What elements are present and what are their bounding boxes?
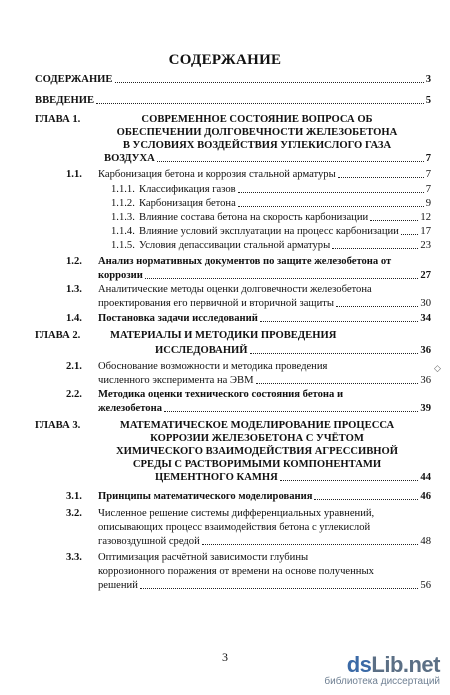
toc-entry-1-2-last-line[interactable]	[98, 270, 431, 282]
leader-dots	[370, 220, 418, 221]
toc-chapter-1-number: ГЛАВА 1.	[35, 114, 81, 125]
toc-page-number: 27	[420, 270, 431, 281]
toc-chapter-3-last-line[interactable]	[155, 472, 431, 484]
toc-entry-3-1[interactable]	[66, 491, 431, 503]
toc-chapter-1-line-3[interactable]: В УСЛОВИЯХ ВОЗДЕЙСТВИЯ УГЛЕКИСЛОГО ГАЗА	[122, 140, 392, 151]
toc-page-number: 3	[425, 74, 431, 85]
toc-page-number: 36	[420, 375, 431, 386]
toc-entry-text: Влияние состава бетона на скорость карбонизации	[139, 212, 369, 223]
toc-page-number: 7	[425, 153, 431, 164]
toc-entry-text: численного эксперимента на ЭВМ	[98, 375, 254, 386]
toc-chapter-3-line-3[interactable]: ХИМИЧЕСКОГО ВЗАИМОДЕЙСТВИЯ АГРЕССИВНОЙ	[115, 446, 399, 457]
leader-dots	[157, 161, 424, 162]
toc-entry-2-2-number: 2.2.	[66, 389, 82, 400]
toc-page-number: 12	[420, 212, 431, 223]
toc-entry-text: Постановка задачи исследований	[98, 313, 258, 324]
toc-entry-text: ИССЛЕДОВАНИЙ	[155, 345, 248, 356]
toc-entry-text: Условия депассивации стальной арматуры	[139, 240, 331, 251]
toc-chapter-3-line-2[interactable]: КОРРОЗИИ ЖЕЛЕЗОБЕТОНА С УЧЁТОМ	[150, 433, 364, 444]
leader-dots	[338, 177, 424, 178]
toc-entry-text: железобетона	[98, 403, 163, 414]
leader-dots	[145, 278, 419, 279]
toc-chapter-2-last-line[interactable]	[155, 345, 431, 357]
toc-entry-1-1-2[interactable]	[111, 198, 431, 210]
toc-entry-1-3-line-1[interactable]: Аналитические методы оценки долговечности железобетона	[98, 284, 372, 295]
toc-entry-3-2-line-1[interactable]: Численное решение системы дифференциальных уравнений,	[98, 508, 375, 519]
leader-dots	[238, 192, 424, 193]
margin-mark: ◇	[434, 363, 441, 373]
toc-entry-text: Карбонизация бетона	[139, 198, 236, 209]
toc-page-number: 44	[420, 472, 431, 483]
toc-chapter-3-line-4[interactable]: СРЕДЫ С РАСТВОРИМЫМИ КОМПОНЕНТАМИ	[132, 459, 382, 470]
toc-entry-3-3-last-line[interactable]	[98, 580, 431, 592]
toc-entry-2-2-last-line[interactable]	[98, 403, 431, 415]
toc-entry-1-1-1[interactable]	[111, 184, 431, 196]
leader-dots	[115, 82, 424, 83]
toc-entry-text: проектирования его первичной и вторичной защиты	[98, 298, 334, 309]
toc-entry-1-3-last-line[interactable]	[98, 298, 431, 310]
toc-entry-1-4[interactable]	[66, 313, 431, 325]
toc-entry-contents[interactable]	[35, 74, 431, 86]
leader-dots	[256, 383, 419, 384]
toc-entry-1-1-5[interactable]	[111, 240, 431, 252]
toc-entry-text: коррозии	[98, 270, 143, 281]
toc-chapter-2-number: ГЛАВА 2.	[35, 330, 81, 341]
leader-dots	[164, 411, 418, 412]
toc-entry-text: решений	[98, 580, 138, 591]
toc-entry-number: 1.1.3.	[111, 212, 135, 223]
toc-page-number: 9	[425, 198, 431, 209]
toc-entry-2-1-last-line[interactable]	[98, 375, 431, 387]
toc-entry-text: газовоздушной средой	[98, 536, 200, 547]
watermark-subtitle: библиотека диссертаций	[324, 676, 440, 687]
toc-entry-1-2-line-1[interactable]: Анализ нормативных документов по защите железобетона от	[98, 256, 392, 267]
leader-dots	[314, 499, 418, 500]
toc-entry-2-1-line-1[interactable]: Обоснование возможности и методика проведения	[98, 361, 328, 372]
toc-entry-1-2-number: 1.2.	[66, 256, 82, 267]
toc-page-number: 34	[420, 313, 431, 324]
toc-entry-2-2-line-1[interactable]: Методика оценки технического состояния бетона и	[98, 389, 344, 400]
toc-chapter-1-last-line[interactable]	[104, 153, 431, 165]
toc-chapter-3-number: ГЛАВА 3.	[35, 420, 81, 431]
toc-page-number: 7	[425, 184, 431, 195]
toc-page-number: 36	[420, 345, 431, 356]
toc-entry-3-3-number: 3.3.	[66, 552, 82, 563]
toc-page-number: 5	[425, 95, 431, 106]
toc-entry-1-1-4[interactable]	[111, 226, 431, 238]
toc-page-number: 39	[420, 403, 431, 414]
toc-entry-3-3-line-1[interactable]: Оптимизация расчётной зависимости глубины	[98, 552, 309, 563]
toc-entry-3-2-line-2[interactable]: описывающих процесс взаимодействия бетона с углекислой	[98, 522, 371, 533]
toc-page-number: 30	[420, 298, 431, 309]
toc-entry-1-1-3[interactable]	[111, 212, 431, 224]
toc-page-number: 17	[420, 226, 431, 237]
leader-dots	[202, 544, 419, 545]
toc-entry-number: 1.1.5.	[111, 240, 135, 251]
toc-entry-text: ВОЗДУХА	[104, 153, 155, 164]
toc-entry-number: 3.1.	[66, 491, 82, 502]
toc-entry-number: 1.1.1.	[111, 184, 135, 195]
toc-entry-number: 1.1.4.	[111, 226, 135, 237]
toc-page-number: 48	[420, 536, 431, 547]
toc-page-number: 23	[420, 240, 431, 251]
page-number: 3	[222, 650, 228, 664]
toc-entry-introduction[interactable]	[35, 95, 431, 107]
toc-entry-text: Принципы математического моделирования	[98, 491, 313, 502]
toc-entry-1-3-number: 1.3.	[66, 284, 82, 295]
leader-dots	[96, 103, 424, 104]
leader-dots	[238, 206, 424, 207]
leader-dots	[332, 248, 418, 249]
leader-dots	[280, 480, 419, 481]
toc-page-number: 46	[420, 491, 431, 502]
leader-dots	[140, 588, 419, 589]
toc-entry-1-1[interactable]	[66, 169, 431, 181]
toc-entry-3-2-number: 3.2.	[66, 508, 82, 519]
toc-entry-text: Карбонизация бетона и коррозия стальной арматуры	[98, 169, 336, 180]
toc-chapter-3-line-1[interactable]: МАТЕМАТИЧЕСКОЕ МОДЕЛИРОВАНИЕ ПРОЦЕССА	[119, 420, 395, 431]
leader-dots	[260, 321, 419, 322]
watermark-logo	[324, 652, 440, 687]
toc-page-number: 7	[425, 169, 431, 180]
toc-chapter-1-line-1[interactable]: СОВРЕМЕННОЕ СОСТОЯНИЕ ВОПРОСА ОБ	[141, 114, 373, 125]
toc-entry-text: Влияние условий эксплуатации на процесс карбонизации	[139, 226, 399, 237]
toc-entry-text: СОДЕРЖАНИЕ	[35, 74, 113, 85]
toc-entry-2-1-number: 2.1.	[66, 361, 82, 372]
leader-dots	[401, 234, 419, 235]
toc-entry-number: 1.1.	[66, 169, 82, 180]
toc-entry-number: 1.4.	[66, 313, 82, 324]
toc-entry-text: ЦЕМЕНТНОГО КАМНЯ	[155, 472, 278, 483]
toc-chapter-1-line-2[interactable]: ОБЕСПЕЧЕНИИ ДОЛГОВЕЧНОСТИ ЖЕЛЕЗОБЕТОНА	[116, 127, 398, 138]
watermark-brand: dsLib.net	[346, 652, 440, 677]
toc-entry-3-2-last-line[interactable]	[98, 536, 431, 548]
toc-entry-3-3-line-2[interactable]: коррозионного поражения от времени на основе полученных	[98, 566, 374, 577]
toc-entry-text: Классификация газов	[139, 184, 236, 195]
page-title: СОДЕРЖАНИЕ	[168, 52, 282, 68]
leader-dots	[250, 353, 419, 354]
leader-dots	[336, 306, 418, 307]
toc-chapter-2-line-1[interactable]: МАТЕРИАЛЫ И МЕТОДИКИ ПРОВЕДЕНИЯ	[110, 330, 337, 341]
toc-entry-text: ВВЕДЕНИЕ	[35, 95, 95, 106]
toc-page-number: 56	[420, 580, 431, 591]
toc-entry-number: 1.1.2.	[111, 198, 135, 209]
